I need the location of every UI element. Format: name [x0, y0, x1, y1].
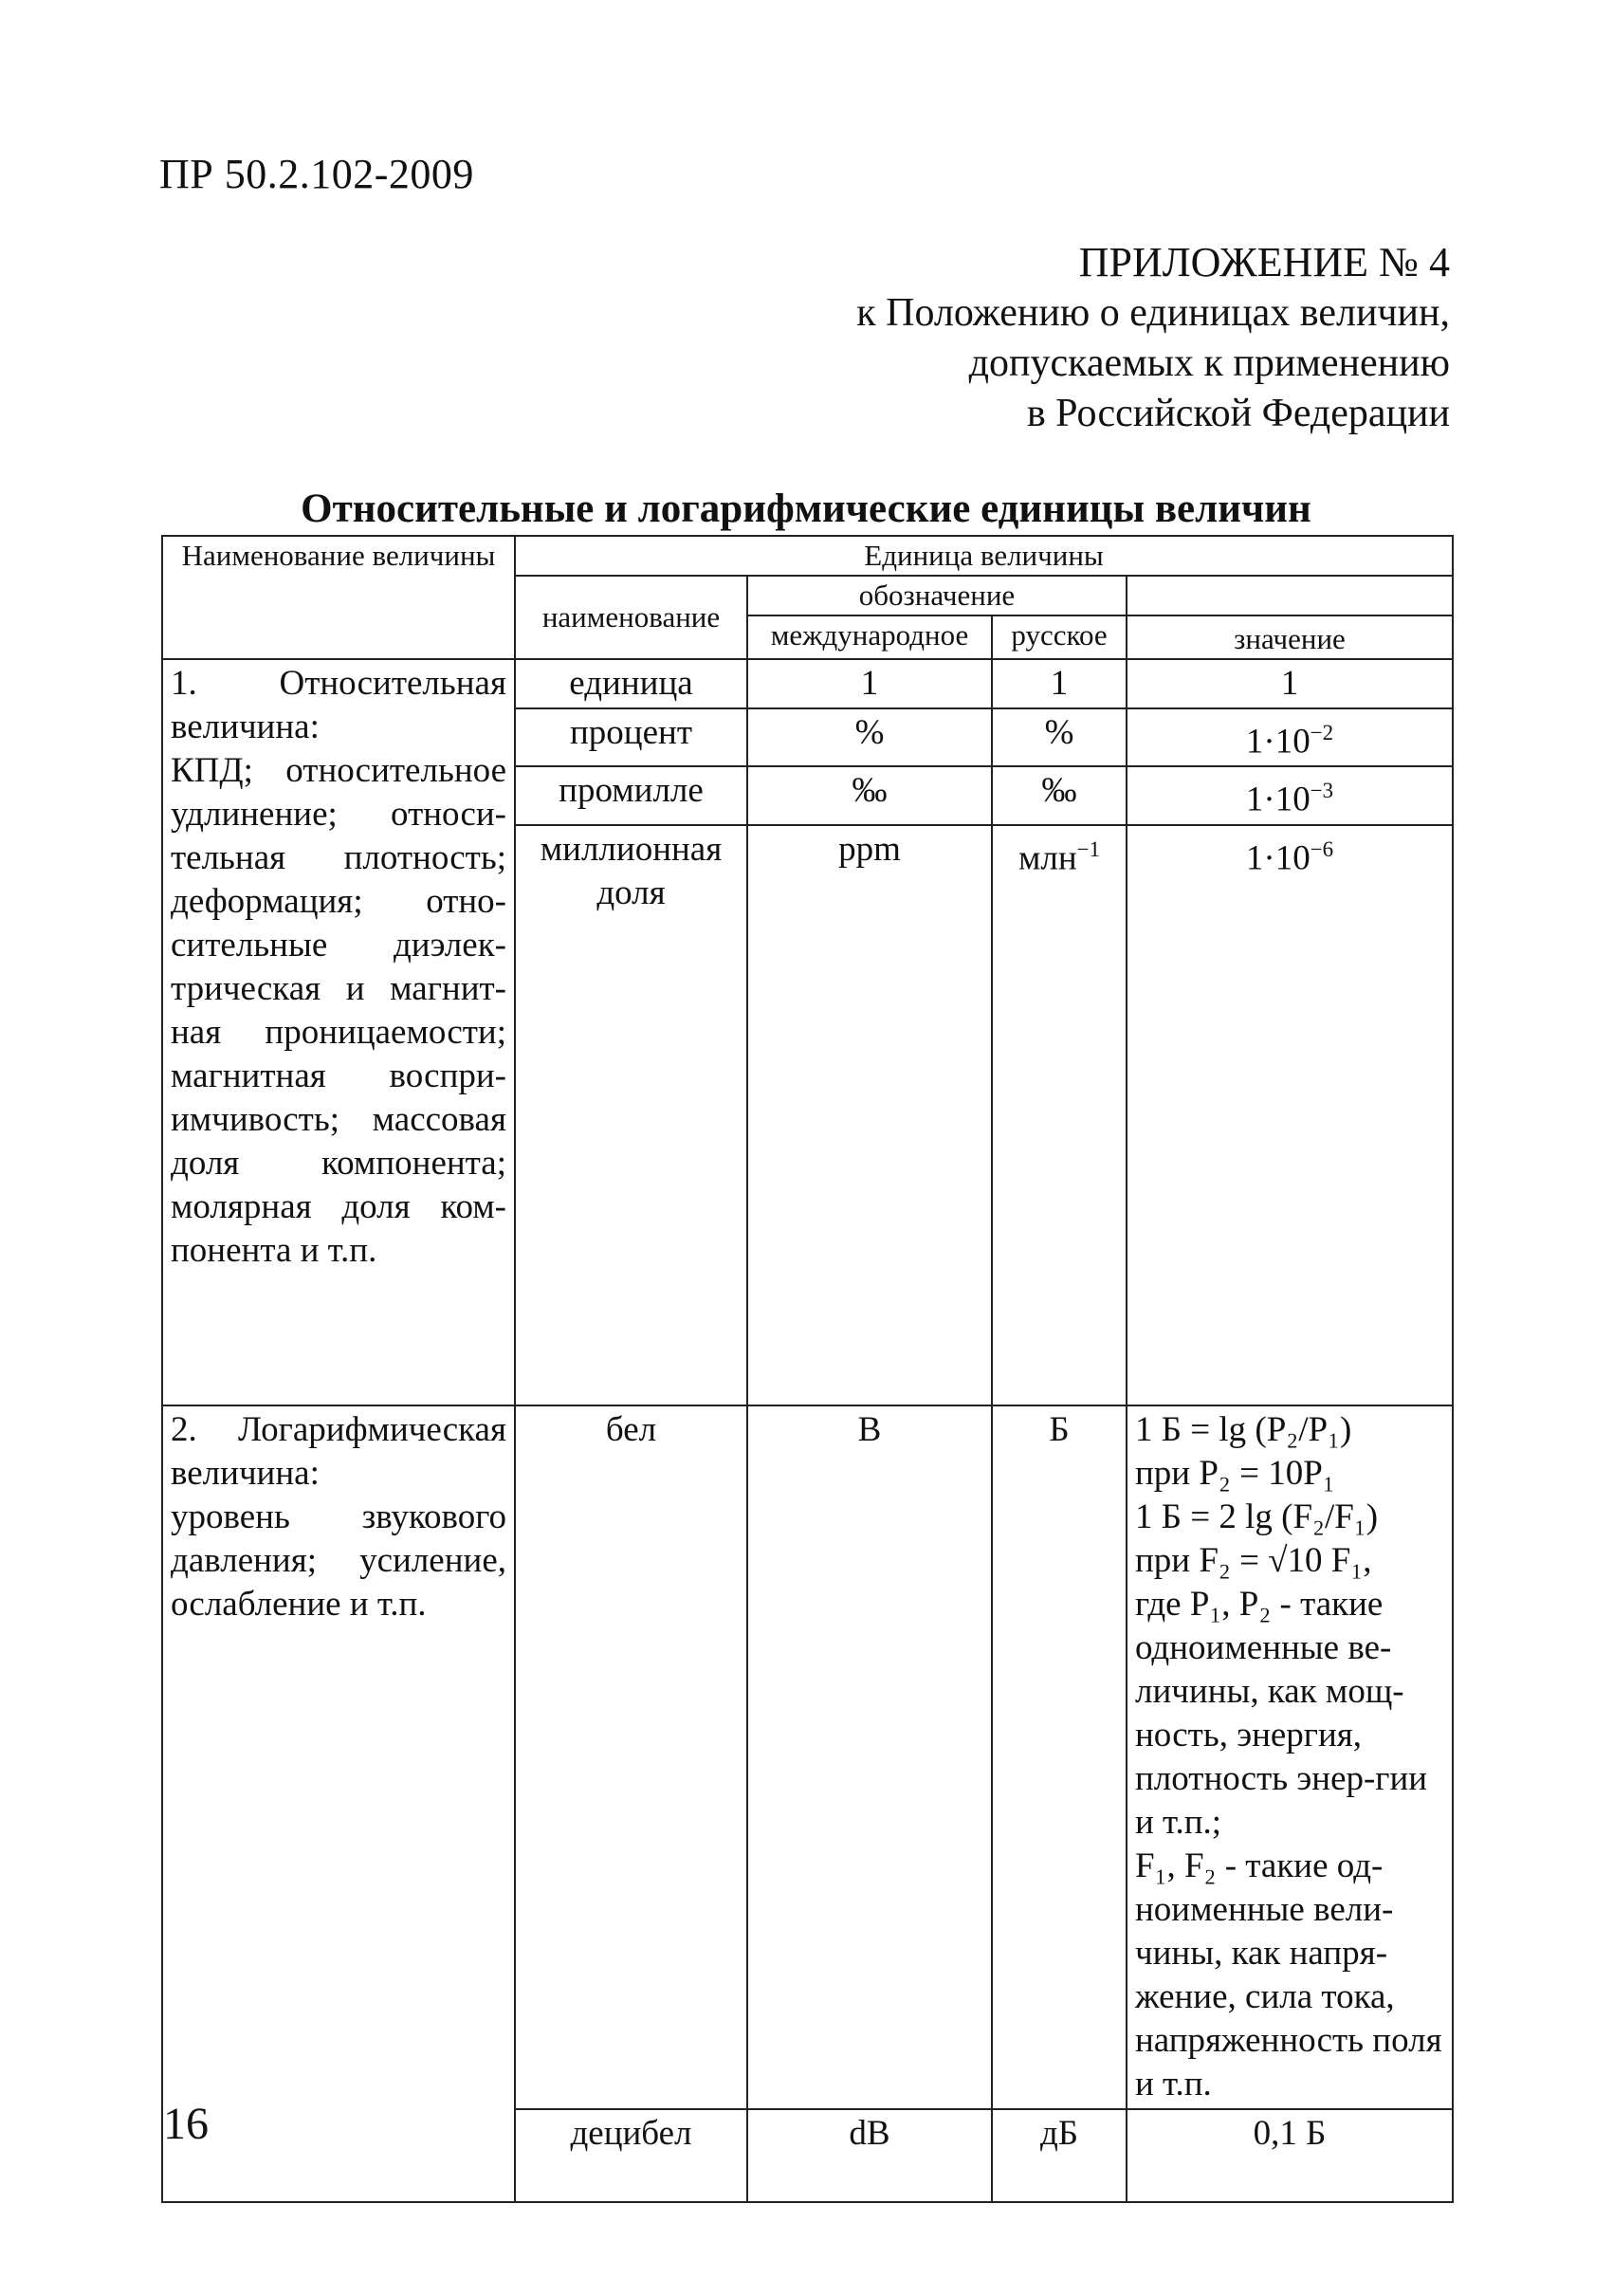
- group1-name: 1. Относительная величина:: [171, 664, 506, 746]
- unit-intl: ‰: [747, 766, 992, 824]
- unit-name: единица: [515, 659, 747, 708]
- unit-name: миллионная доля: [515, 825, 747, 1405]
- table-row: [162, 659, 1453, 708]
- value-line: F₁, F₂ - такие од-ноименные вели-чины, как напря-жение, сила тока, напряженность поля и т.п.: [1135, 1846, 1442, 2103]
- group2-quantity: [162, 1405, 515, 2202]
- value-line: при F₂ = √10 F₁,: [1135, 1540, 1372, 1580]
- unit-intl: %: [747, 708, 992, 766]
- unit-rus: 1: [992, 659, 1127, 708]
- group1-quantity: [162, 659, 515, 1405]
- unit-rus: Б: [992, 1405, 1127, 2109]
- appendix-line-1: к Положению о единицах величин,: [856, 291, 1450, 335]
- unit-value: $1\cdot 10^{-6}$: [1127, 825, 1453, 1405]
- units-table: [161, 535, 1454, 2203]
- unit-name: процент: [515, 708, 747, 766]
- group2-name: 2. Логарифмическая величина:: [171, 1409, 506, 1493]
- unit-intl: dB: [747, 2109, 992, 2202]
- value-line: 1 Б = lg (P₂/P₁): [1135, 1409, 1352, 1449]
- unit-name: децибел: [515, 2109, 747, 2202]
- appendix-line-2: допускаемых к применению: [968, 341, 1450, 385]
- appendix-title: ПРИЛОЖЕНИЕ № 4: [1078, 239, 1450, 285]
- header-unit-name: наименование: [515, 576, 747, 659]
- unit-value: $1\cdot 10^{-3}$: [1127, 766, 1453, 824]
- value-line: при P₂ = 10P₁: [1135, 1453, 1335, 1493]
- appendix-line-3: в Российской Федерации: [1026, 392, 1450, 435]
- header-empty: [1127, 576, 1453, 615]
- header-designation: обозначение: [747, 576, 1127, 615]
- group1-description: КПД; относительное удлинение; относи-тельная плотность; деформация; отно-сительные диэлек-трическая и магнит-ная проницаемости; магнитная воспри-имчивость; массовая доля компонента; молярная доля ком-понента и т.п.: [171, 751, 506, 1270]
- unit-rus: %: [992, 708, 1127, 766]
- unit-value: [1127, 1405, 1453, 2109]
- value-line: где P₁, P₂ - такие одноименные ве-личины, как мощ-ность, энергия, плотность энер-гии и т.п.;: [1135, 1584, 1428, 1842]
- unit-name: бел: [515, 1405, 747, 2109]
- unit-rus: ‰: [992, 766, 1127, 824]
- header-international: международное: [747, 615, 992, 659]
- unit-intl: B: [747, 1405, 992, 2109]
- document-code: ПР 50.2.102-2009: [159, 151, 474, 197]
- page-number: 16: [163, 2099, 209, 2149]
- unit-value: 0,1 Б: [1127, 2109, 1453, 2202]
- header-russian: русское: [992, 615, 1127, 659]
- table-title: Относительные и логарифмические единицы величин: [301, 487, 1311, 531]
- group2-description: уровень звукового давления; усиление, ослабление и т.п.: [171, 1497, 506, 1624]
- header-row-1: [162, 536, 1453, 576]
- unit-intl: 1: [747, 659, 992, 708]
- unit-intl: ppm: [747, 825, 992, 1405]
- unit-value: $1\cdot 10^{-2}$: [1127, 708, 1453, 766]
- value-line: 1 Б = 2 lg (F₂/F₁): [1135, 1497, 1379, 1536]
- table-row: [162, 1405, 1453, 2109]
- unit-rus: дБ: [992, 2109, 1127, 2202]
- unit-rus: млн$^{-1}$: [992, 825, 1127, 1405]
- unit-name: промилле: [515, 766, 747, 824]
- header-value: значение: [1127, 615, 1453, 659]
- header-unit: Единица величины: [515, 536, 1453, 576]
- unit-value: 1: [1127, 659, 1453, 708]
- header-quantity-name: Наименование величины: [162, 536, 515, 659]
